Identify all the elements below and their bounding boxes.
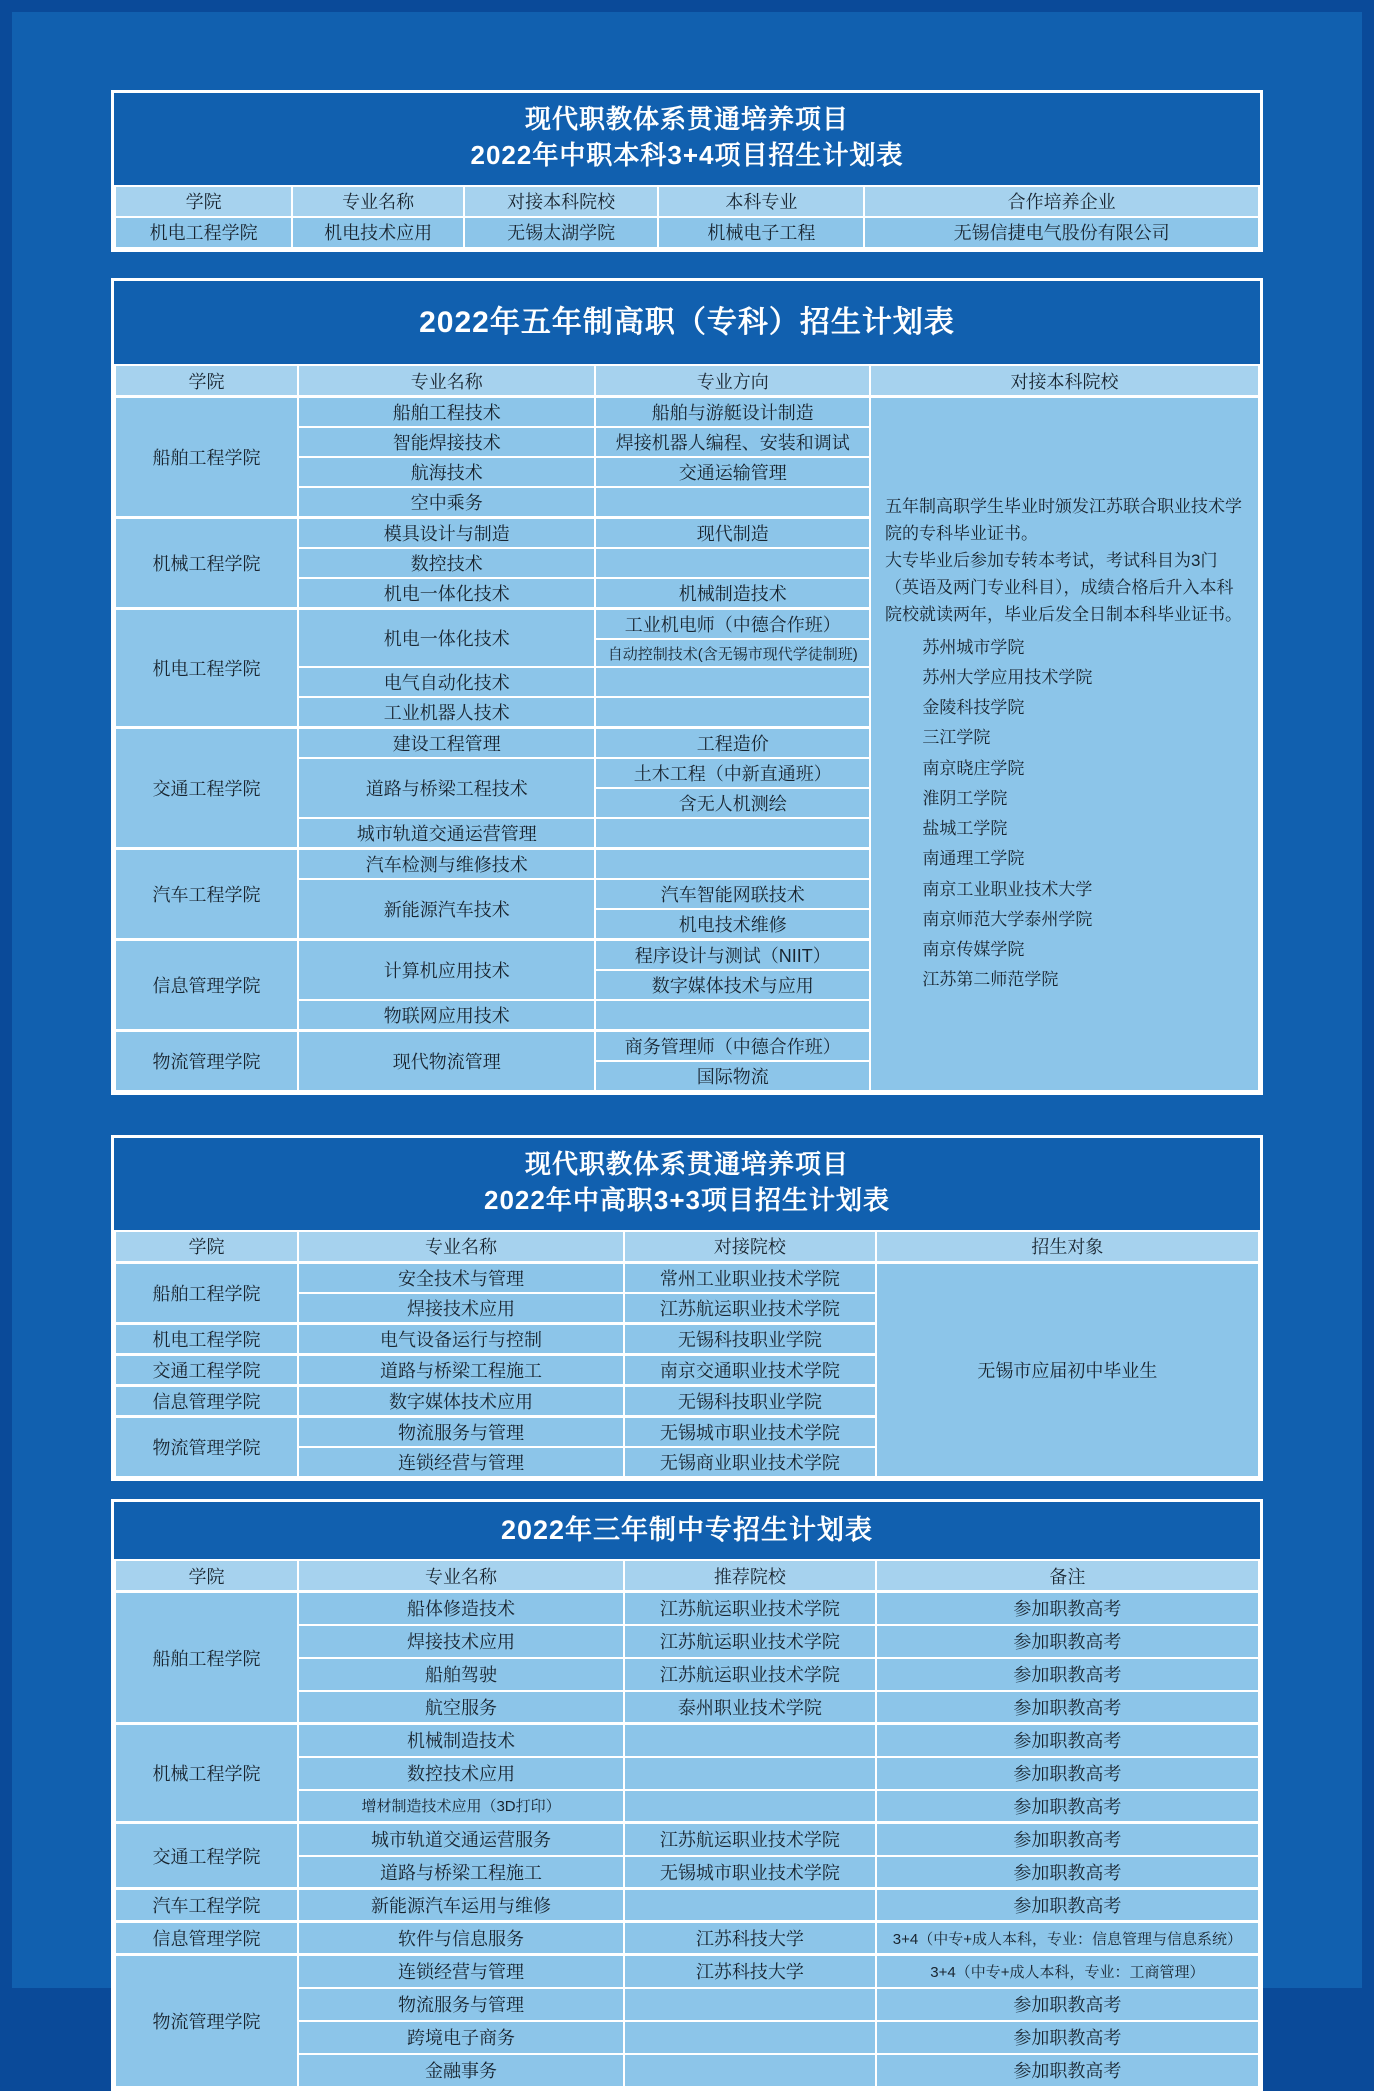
remark-cell: 参加职教高考 [876,1724,1259,1757]
direction-cell: 商务管理师（中德合作班） [595,1031,870,1062]
partner-college-item: 金陵科技学院 [922,698,1025,718]
recommended-school-cell [624,2054,876,2087]
direction-cell: 汽车智能网联技术 [595,879,870,909]
major-cell: 物流服务与管理 [298,1988,624,2021]
table-3plus3-title-line2: 2022年中高职3+3项目招生计划表 [484,1185,890,1216]
poster-background [12,12,1362,2082]
college-cell: 船舶工程学院 [115,397,298,518]
header-cell: 学院 [115,1560,298,1592]
table-row [115,1724,1259,1757]
college-cell: 信息管理学院 [115,1922,298,1955]
table-row [115,1889,1259,1922]
header-row [115,186,1259,217]
header-cell: 备注 [876,1560,1259,1592]
partner-college-item: 三江学院 [922,728,991,748]
major-cell: 航海技术 [298,457,595,487]
header-row [115,365,1259,397]
partner-college-item: 南京师范大学泰州学院 [922,909,1093,929]
college-cell: 机电工程学院 [115,609,298,728]
table-3plus3-title [114,1138,1260,1230]
direction-cell: 现代制造 [595,518,870,549]
note-paragraph: 大专毕业后参加专转本考试，考试科目为3门（英语及两门专业科目），成绩合格后升入本科院校就读两年，毕业后发全日制本科毕业证书。 [885,551,1243,625]
header-row [115,1231,1259,1263]
section-three-year [111,1499,1263,2091]
major-cell: 机电一体化技术 [298,578,595,609]
section-3plus4 [111,90,1263,252]
partner-college-item: 南京晓庄学院 [922,758,1025,778]
header-cell: 对接本科院校 [870,365,1259,397]
college-cell: 物流管理学院 [115,1031,298,1092]
major-cell: 物流服务与管理 [298,1416,624,1447]
direction-cell: 船舶与游艇设计制造 [595,397,870,428]
recommended-school-cell: 无锡城市职业技术学院 [624,1856,876,1889]
school-cell: 常州工业职业技术学院 [624,1262,876,1293]
major-cell: 汽车检测与维修技术 [298,849,595,880]
direction-cell [595,487,870,518]
college-cell: 物流管理学院 [115,1416,298,1477]
college-cell: 交通工程学院 [115,1354,298,1385]
direction-cell: 工业机电师（中德合作班） [595,609,870,640]
major-cell: 船舶驾驶 [298,1658,624,1691]
table-three-year-title: 2022年三年制中专招生计划表 [500,1514,874,1545]
header-cell: 学院 [115,186,292,217]
table-five-year [114,364,1260,1092]
major-cell: 道路与桥梁工程技术 [298,758,595,818]
partner-college-item: 盐城工学院 [922,819,1008,839]
major-cell: 智能焊接技术 [298,427,595,457]
major-cell: 安全技术与管理 [298,1262,624,1293]
college-cell: 机械工程学院 [115,518,298,609]
remark-cell: 参加职教高考 [876,1658,1259,1691]
college-cell: 汽车工程学院 [115,1889,298,1922]
direction-cell: 含无人机测绘 [595,788,870,818]
major-cell: 船体修造技术 [298,1592,624,1625]
partner-college-item: 南京传媒学院 [922,940,1025,960]
header-cell: 合作培养企业 [864,186,1259,217]
remark-cell: 3+4（中专+成人本科，专业：信息管理与信息系统） [876,1922,1259,1955]
major-cell: 新能源汽车运用与维修 [298,1889,624,1922]
table-five-year-title: 2022年五年制高职（专科）招生计划表 [419,305,955,339]
note-paragraph: 五年制高职学生毕业时颁发江苏联合职业技术学院的专科毕业证书。 [885,496,1243,543]
table-row [115,1592,1259,1625]
table-three-year [114,1559,1260,2088]
major-cell: 城市轨道交通运营管理 [298,818,595,849]
remark-cell: 参加职教高考 [876,1790,1259,1823]
major-cell: 软件与信息服务 [298,1922,624,1955]
table-row [115,397,1259,428]
partner-college-item: 南京工业职业技术大学 [922,879,1093,899]
major-cell: 数字媒体技术应用 [298,1385,624,1416]
major-cell: 跨境电子商务 [298,2021,624,2054]
direction-cell: 国际物流 [595,1061,870,1091]
header-cell: 招生对象 [876,1231,1259,1263]
remark-cell: 参加职教高考 [876,1856,1259,1889]
direction-cell: 交通运输管理 [595,457,870,487]
college-cell: 船舶工程学院 [115,1592,298,1724]
header-cell: 专业方向 [595,365,870,397]
table-3plus4-title-line1: 现代职教体系贯通培养项目 [524,104,849,134]
major-cell: 电气设备运行与控制 [298,1323,624,1354]
table-3plus4-title [114,93,1260,185]
header-cell: 专业名称 [298,1231,624,1263]
partner-college-item: 南通理工学院 [922,849,1025,869]
header-cell: 本科专业 [658,186,864,217]
major-cell: 计算机应用技术 [298,940,595,1001]
recommended-school-cell [624,1757,876,1790]
table-3plus4 [114,185,1260,249]
major-cell: 数控技术 [298,548,595,578]
major-cell: 机电一体化技术 [298,609,595,668]
remark-cell: 3+4（中专+成人本科，专业：工商管理） [876,1955,1259,1988]
section-3plus3 [111,1135,1263,1481]
school-cell: 无锡科技职业学院 [624,1323,876,1354]
college-cell: 物流管理学院 [115,1955,298,2087]
table-row [115,1922,1259,1955]
header-cell: 对接院校 [624,1231,876,1263]
major-cell: 机电技术应用 [292,217,464,248]
header-cell: 学院 [115,365,298,397]
recommended-school-cell [624,1889,876,1922]
direction-cell [595,548,870,578]
direction-cell: 机电技术维修 [595,909,870,940]
remark-cell: 参加职教高考 [876,1757,1259,1790]
table-3plus3 [114,1230,1260,1478]
major-cell: 焊接技术应用 [298,1625,624,1658]
major-cell: 模具设计与制造 [298,518,595,549]
direction-cell [595,667,870,697]
header-cell: 学院 [115,1231,298,1263]
recommended-school-cell: 江苏航运职业技术学院 [624,1658,876,1691]
college-cell: 交通工程学院 [115,728,298,849]
major-cell: 现代物流管理 [298,1031,595,1092]
recommended-school-cell [624,1790,876,1823]
table-row [115,217,1259,248]
major-cell: 电气自动化技术 [298,667,595,697]
recommended-school-cell: 江苏科技大学 [624,1955,876,1988]
section-gap [111,252,1263,278]
direction-cell: 自动控制技术(含无锡市现代学徒制班) [595,639,870,667]
remark-cell: 参加职教高考 [876,1691,1259,1724]
direction-cell [595,849,870,880]
direction-cell: 工程造价 [595,728,870,759]
major-cell: 数控技术应用 [298,1757,624,1790]
enterprise-cell: 无锡信捷电气股份有限公司 [864,217,1259,248]
major-cell: 连锁经营与管理 [298,1955,624,1988]
college-cell: 机电工程学院 [115,1323,298,1354]
recommended-school-cell [624,1724,876,1757]
recommended-school-cell [624,2021,876,2054]
remark-cell: 参加职教高考 [876,1988,1259,2021]
direction-cell: 土木工程（中新直通班） [595,758,870,788]
college-cell: 机械工程学院 [115,1724,298,1823]
college-cell: 船舶工程学院 [115,1262,298,1323]
table-3plus3-title-line1: 现代职教体系贯通培养项目 [524,1149,849,1180]
partner-colleges-note-cell [870,397,1259,1092]
remark-cell: 参加职教高考 [876,1889,1259,1922]
major-cell: 城市轨道交通运营服务 [298,1823,624,1856]
direction-cell [595,697,870,728]
school-cell: 南京交通职业技术学院 [624,1354,876,1385]
major-cell: 新能源汽车技术 [298,879,595,940]
header-cell: 专业名称 [298,365,595,397]
direction-cell [595,1000,870,1031]
partner-college-item: 苏州大学应用技术学院 [922,667,1093,687]
partner-college-item: 苏州城市学院 [922,637,1025,657]
recommended-school-cell: 江苏航运职业技术学院 [624,1823,876,1856]
major-cell: 物联网应用技术 [298,1000,595,1031]
recommended-school-cell: 泰州职业技术学院 [624,1691,876,1724]
recommended-school-cell [624,1988,876,2021]
major-cell: 道路与桥梁工程施工 [298,1354,624,1385]
recommended-school-cell: 江苏航运职业技术学院 [624,1592,876,1625]
college-cell: 交通工程学院 [115,1823,298,1889]
section-five-year [111,278,1263,1095]
table-row [115,1955,1259,1988]
direction-cell: 机械制造技术 [595,578,870,609]
remark-cell: 参加职教高考 [876,2021,1259,2054]
major-cell: 航空服务 [298,1691,624,1724]
school-cell: 无锡商业职业技术学院 [624,1447,876,1477]
college-cell: 信息管理学院 [115,1385,298,1416]
major-cell: 焊接技术应用 [298,1293,624,1324]
direction-cell: 程序设计与测试（NIIT） [595,940,870,971]
direction-cell: 焊接机器人编程、安装和调试 [595,427,870,457]
major-cell: 空中乘务 [298,487,595,518]
header-row [115,1560,1259,1592]
major-cell: 机械制造技术 [298,1724,624,1757]
major-cell: 道路与桥梁工程施工 [298,1856,624,1889]
major-cell: 船舶工程技术 [298,397,595,428]
remark-cell: 参加职教高考 [876,1592,1259,1625]
remark-cell: 参加职教高考 [876,1823,1259,1856]
major-cell: 工业机器人技术 [298,697,595,728]
partner-college-item: 淮阴工学院 [922,788,1008,808]
major-cell: 金融事务 [298,2054,624,2087]
recommended-school-cell: 江苏航运职业技术学院 [624,1625,876,1658]
remark-cell: 参加职教高考 [876,2054,1259,2087]
partner-college-item: 江苏第二师范学院 [922,970,1059,990]
poster-content [111,12,1263,2091]
table-row [115,1262,1259,1293]
college-cell: 汽车工程学院 [115,849,298,940]
admission-target-cell: 无锡市应届初中毕业生 [876,1262,1259,1477]
major-cell: 建设工程管理 [298,728,595,759]
major-cell: 连锁经营与管理 [298,1447,624,1477]
header-cell: 专业名称 [292,186,464,217]
school-cell: 无锡太湖学院 [464,217,658,248]
school-cell: 无锡科技职业学院 [624,1385,876,1416]
college-cell: 信息管理学院 [115,940,298,1031]
header-cell: 专业名称 [298,1560,624,1592]
section-gap [111,1095,1263,1135]
college-cell: 机电工程学院 [115,217,292,248]
partner-college-list [885,633,1244,996]
school-cell: 无锡城市职业技术学院 [624,1416,876,1447]
section-gap [111,1481,1263,1499]
major-cell: 增材制造技术应用（3D打印） [298,1790,624,1823]
remark-cell: 参加职教高考 [876,1625,1259,1658]
direction-cell: 数字媒体技术与应用 [595,970,870,1000]
table-3plus4-title-line2: 2022年中职本科3+4项目招生计划表 [470,139,904,170]
school-cell: 江苏航运职业技术学院 [624,1293,876,1324]
header-cell: 推荐院校 [624,1560,876,1592]
direction-cell [595,818,870,849]
header-cell: 对接本科院校 [464,186,658,217]
recommended-school-cell: 江苏科技大学 [624,1922,876,1955]
bachelor-major-cell: 机械电子工程 [658,217,864,248]
table-row [115,1823,1259,1856]
